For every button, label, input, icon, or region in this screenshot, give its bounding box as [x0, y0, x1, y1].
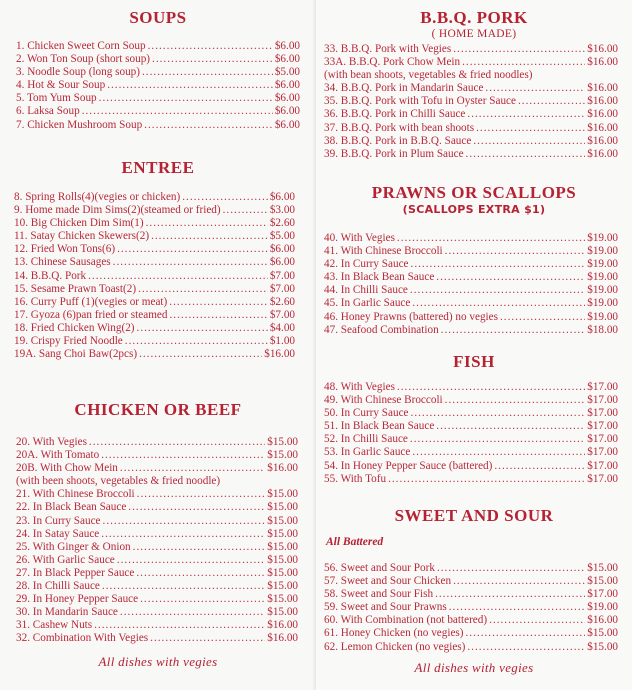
item-name: 54. In Honey Pepper Sauce (battered): [324, 459, 493, 472]
menu-item: [14, 335, 295, 348]
item-price: $4.00: [269, 321, 295, 334]
leader-dots: [485, 82, 585, 95]
item-price: $15.00: [587, 562, 618, 574]
item-price: $6.00: [274, 53, 300, 66]
item-name: 19. Crispy Fried Noodle: [14, 335, 123, 348]
item-price: $6.00: [269, 256, 295, 269]
section-title: B.B.Q. PORK: [420, 8, 528, 27]
leader-dots: [449, 601, 585, 614]
menu-item: [324, 446, 618, 459]
item-name: 46. Honey Prawns (battered) no vegies: [324, 310, 498, 323]
leader-dots: [467, 641, 585, 654]
item-name: 52. In Chilli Sauce: [324, 433, 408, 446]
item-name: 27. In Black Pepper Sauce: [16, 566, 135, 579]
item-name: 45. In Garlic Sauce: [324, 297, 411, 310]
item-price: $15.00: [267, 593, 298, 606]
section-entree: [0, 158, 316, 361]
item-name: 18. Fried Chicken Wing(2): [14, 321, 135, 334]
item-note: (with bean shoots, vegetables & fried noodles): [324, 69, 533, 82]
menu-item: [16, 541, 298, 554]
item-price: $16.00: [587, 134, 618, 147]
leader-dots: [437, 562, 585, 575]
menu-item: [324, 381, 618, 394]
leader-dots: [82, 105, 273, 118]
leader-dots: [453, 575, 585, 588]
item-name: 24. In Satay Sauce: [16, 527, 100, 540]
item-price: $1.00: [269, 335, 295, 348]
item-list: [324, 43, 618, 161]
item-price: $7.00: [269, 308, 295, 321]
item-price: $15.00: [267, 580, 298, 593]
leader-dots: [445, 394, 586, 407]
leader-dots: [223, 204, 268, 217]
leader-dots: [435, 588, 585, 601]
leader-dots: [88, 270, 268, 283]
item-price: $15.00: [267, 553, 298, 566]
leader-dots: [467, 108, 585, 121]
leader-dots: [107, 79, 273, 92]
item-list: [324, 232, 618, 337]
item-price: $7.00: [269, 282, 295, 295]
menu-item: [14, 348, 295, 361]
item-price: $5.00: [269, 230, 295, 243]
item-name: 5. Tom Yum Soup: [16, 92, 97, 105]
menu-item: [324, 627, 618, 640]
item-price: $5.00: [274, 66, 300, 79]
item-name: 35. B.B.Q. Pork with Tofu in Oyster Sauce: [324, 95, 516, 108]
item-name: 21. With Chinese Broccoli: [16, 488, 135, 501]
leader-dots: [140, 593, 265, 606]
item-name: 1. Chicken Sweet Corn Soup: [16, 40, 146, 52]
item-name: 36. B.B.Q. Pork in Chilli Sauce: [324, 108, 466, 121]
item-name: 30. In Mandarin Sauce: [16, 606, 118, 619]
leader-dots: [453, 43, 585, 56]
item-price: $17.00: [587, 407, 618, 420]
item-price: $19.00: [587, 601, 618, 614]
menu-item: [16, 462, 298, 475]
item-name: 4. Hot & Sour Soup: [16, 79, 106, 92]
leader-dots: [101, 528, 265, 541]
menu-item: [324, 460, 618, 473]
leader-dots: [136, 567, 265, 580]
leader-dots: [128, 501, 265, 514]
item-name: 19A. Sang Choi Baw(2pcs): [14, 348, 138, 361]
item-price: $16.00: [267, 462, 298, 475]
menu-item: [14, 322, 295, 335]
leader-dots: [148, 40, 273, 53]
menu-item: [16, 436, 298, 449]
menu-item: [14, 309, 295, 322]
item-name: 37. B.B.Q. Pork with bean shoots: [324, 121, 475, 134]
leader-dots: [99, 92, 273, 105]
item-name: 38. B.B.Q. Pork in B.B.Q. Sauce: [324, 134, 472, 147]
menu-item: [14, 256, 295, 269]
leader-dots: [152, 53, 273, 66]
menu-item: [324, 562, 618, 575]
menu-item: [324, 82, 618, 95]
item-price: $15.00: [587, 575, 618, 588]
leader-dots: [489, 614, 585, 627]
menu-item: [324, 271, 618, 284]
leader-dots: [410, 284, 585, 297]
leader-dots: [476, 122, 585, 135]
item-price: $15.00: [267, 514, 298, 527]
item-price: $17.00: [587, 394, 618, 407]
item-name: 11. Satay Chicken Skewers(2): [14, 230, 150, 243]
item-price: $16.00: [587, 121, 618, 134]
menu-item: [16, 606, 298, 619]
item-price: $16.00: [587, 82, 618, 95]
item-price: $16.00: [587, 614, 618, 627]
menu-item: [14, 296, 295, 309]
leader-dots: [441, 324, 586, 337]
section-soups: [0, 8, 316, 132]
item-name: 9. Home made Dim Sims(2)(steamed or fried): [14, 204, 221, 217]
item-price: $6.00: [274, 105, 300, 118]
item-name: 48. With Vegies: [324, 381, 395, 393]
item-name: 20B. With Chow Mein: [16, 462, 118, 475]
section-sweet-and-sour: [316, 506, 632, 676]
section-title: PRAWNS OR SCALLOPS: [371, 183, 577, 202]
leader-dots: [411, 258, 586, 271]
item-price: $7.00: [269, 269, 295, 282]
menu-item: [324, 588, 618, 601]
item-price: $15.00: [587, 627, 618, 640]
leader-dots: [102, 580, 265, 593]
item-price: $19.00: [587, 258, 618, 271]
leader-dots: [411, 407, 586, 420]
item-price: $6.00: [274, 40, 300, 52]
menu-item: [14, 217, 295, 230]
menu-item: [16, 567, 298, 580]
item-name: 49. With Chinese Broccoli: [324, 394, 443, 407]
leader-dots: [466, 627, 586, 640]
item-name: 43. In Black Bean Sauce: [324, 271, 435, 284]
item-price: $16.00: [264, 348, 295, 361]
item-price: $6.00: [269, 191, 295, 203]
item-price: $19.00: [587, 271, 618, 284]
leader-dots: [120, 606, 265, 619]
item-name: 60. With Combination (not battered): [324, 614, 488, 627]
leader-dots: [103, 515, 266, 528]
leader-dots: [151, 230, 268, 243]
item-price: $17.00: [587, 433, 618, 446]
section-prawns-or-scallops: [316, 183, 632, 337]
item-price: $16.00: [587, 95, 618, 108]
menu-item: [16, 40, 300, 53]
menu-item: [16, 632, 298, 645]
leader-dots: [101, 449, 265, 462]
menu-item: [324, 122, 618, 135]
item-name: 53. In Garlic Sauce: [324, 446, 411, 459]
item-name: 56. Sweet and Sour Pork: [324, 562, 435, 574]
menu-item: [16, 66, 300, 79]
section-title: CHICKEN OR BEEF: [74, 400, 242, 419]
item-name: 6. Laksa Soup: [16, 105, 80, 118]
menu-item: [16, 580, 298, 593]
item-name: 20. With Vegies: [16, 436, 87, 448]
menu-item: [324, 394, 618, 407]
item-name: 55. With Tofu: [324, 472, 387, 485]
item-name: 2. Won Ton Soup (short soup): [16, 53, 151, 66]
menu-item: [14, 243, 295, 256]
leader-dots: [150, 632, 265, 645]
item-price: $6.00: [274, 79, 300, 92]
item-name: 31. Cashew Nuts: [16, 619, 93, 632]
leader-dots: [397, 232, 585, 245]
menu-item: [14, 230, 295, 243]
leader-dots: [182, 191, 268, 204]
leader-dots: [397, 381, 585, 394]
menu-item: [324, 135, 618, 148]
item-name: 50. In Curry Sauce: [324, 407, 409, 420]
leader-dots: [412, 297, 585, 310]
menu-item: [16, 515, 298, 528]
item-price: $17.00: [587, 381, 618, 393]
item-name: 33A. B.B.Q. Pork Chow Mein: [324, 56, 461, 69]
leader-dots: [500, 311, 585, 324]
item-price: $16.00: [267, 632, 298, 645]
item-price: $19.00: [587, 297, 618, 310]
item-price: $17.00: [587, 420, 618, 433]
item-name: 22. In Black Bean Sauce: [16, 501, 127, 514]
menu-item: [324, 258, 618, 271]
menu-item: [16, 593, 298, 606]
leader-dots: [494, 460, 585, 473]
item-name: 12. Fried Won Tons(6): [14, 243, 116, 256]
item-price: $17.00: [587, 588, 618, 601]
menu-item: [324, 232, 618, 245]
menu-page-right: [316, 0, 632, 690]
item-list: [324, 562, 618, 654]
item-price: $2.60: [269, 295, 295, 308]
leader-dots: [133, 541, 266, 554]
menu-item: [324, 95, 618, 108]
item-price: $15.00: [267, 540, 298, 553]
menu-item: [324, 311, 618, 324]
leader-dots: [436, 420, 585, 433]
item-name: 40. With Vegies: [324, 232, 395, 244]
menu-item: [16, 619, 298, 632]
item-name: 34. B.B.Q. Pork in Mandarin Sauce: [324, 82, 484, 95]
item-list: [324, 381, 618, 486]
item-name: 28. In Chilli Sauce: [16, 580, 100, 593]
menu-item: [324, 245, 618, 258]
item-price: $17.00: [587, 459, 618, 472]
item-price: $15.00: [587, 640, 618, 653]
item-name: 8. Spring Rolls(4)(vegies or chicken): [14, 191, 181, 203]
leader-dots: [137, 322, 268, 335]
leader-dots: [125, 335, 268, 348]
footer-note: All dishes with vegies: [414, 659, 534, 675]
item-name: 13. Chinese Sausages: [14, 256, 111, 269]
footer-note: All dishes with vegies: [98, 653, 218, 669]
leader-dots: [436, 271, 585, 284]
item-price: $6.00: [274, 92, 300, 105]
item-price: $16.00: [587, 56, 618, 69]
menu-item: [324, 641, 618, 654]
item-name: 16. Curry Puff (1)(vegies or meat): [14, 295, 168, 308]
leader-dots: [139, 348, 262, 361]
menu-item: [324, 601, 618, 614]
section-subtitle: (SCALLOPS EXTRA $1): [402, 203, 546, 216]
item-name: 29. In Honey Pepper Sauce: [16, 593, 139, 606]
menu-item: [16, 105, 300, 118]
menu-item: [16, 501, 298, 514]
menu-item: [16, 53, 300, 66]
item-name: 3. Noodle Soup (long soup): [16, 66, 140, 79]
item-price: $15.00: [267, 566, 298, 579]
menu-item: [324, 324, 618, 337]
leader-dots: [138, 283, 268, 296]
leader-dots: [169, 309, 267, 322]
item-name: 47. Seafood Combination: [324, 323, 439, 336]
leader-dots: [113, 256, 268, 269]
menu-item: [324, 433, 618, 446]
section-title: FISH: [453, 352, 495, 371]
menu-item: [324, 43, 618, 56]
section-bbq-pork: [316, 8, 632, 161]
leader-dots: [462, 56, 585, 69]
leader-dots: [473, 135, 585, 148]
item-list: [16, 40, 300, 132]
item-name: 15. Sesame Prawn Toast(2): [14, 282, 137, 295]
menu-item: [14, 204, 295, 217]
menu-item: [324, 575, 618, 588]
item-name: 23. In Curry Sauce: [16, 514, 101, 527]
menu-item: [14, 270, 295, 283]
item-list: [16, 436, 298, 646]
leader-dots: [169, 296, 268, 309]
leader-dots: [117, 554, 265, 567]
item-name: 39. B.B.Q. Pork in Plum Sauce: [324, 147, 464, 160]
item-list: [14, 191, 295, 361]
item-price: $2.60: [269, 217, 295, 230]
item-price: $18.00: [587, 323, 618, 336]
item-name: 26. With Garlic Sauce: [16, 553, 115, 566]
leader-dots: [518, 95, 585, 108]
item-price: $3.00: [269, 204, 295, 217]
item-price: $15.00: [267, 436, 298, 448]
item-price: $15.00: [267, 501, 298, 514]
menu-item: [324, 473, 618, 486]
menu-item: [324, 284, 618, 297]
leader-dots: [94, 619, 265, 632]
section-subtitle: ( HOME MADE): [431, 28, 517, 40]
menu-item: [324, 297, 618, 310]
menu-item: [16, 554, 298, 567]
menu-item: [324, 148, 618, 161]
menu-item: [14, 191, 295, 204]
leader-dots: [445, 245, 586, 258]
item-name: 57. Sweet and Sour Chicken: [324, 575, 452, 588]
menu-item: [16, 449, 298, 462]
item-price: $17.00: [587, 472, 618, 485]
section-title: ENTREE: [121, 158, 195, 177]
item-name: 42. In Curry Sauce: [324, 258, 409, 271]
section-tag: All Battered: [326, 536, 384, 548]
menu-item: [14, 283, 295, 296]
leader-dots: [388, 473, 585, 486]
item-name: 44. In Chilli Sauce: [324, 284, 408, 297]
menu-item: [16, 488, 298, 501]
item-price: $6.00: [274, 118, 300, 131]
item-note: (with been shoots, vegetables & fried noodle): [16, 475, 221, 488]
section-title: SWEET AND SOUR: [394, 506, 554, 525]
item-name: 32. Combination With Vegies: [16, 632, 149, 645]
menu-item: [324, 108, 618, 121]
item-name: 14. B.B.Q. Pork: [14, 269, 87, 282]
leader-dots: [117, 243, 268, 256]
leader-dots: [466, 148, 586, 161]
item-price: $16.00: [587, 108, 618, 121]
item-name: 10. Big Chicken Dim Sim(1): [14, 217, 144, 230]
leader-dots: [412, 446, 585, 459]
leader-dots: [144, 119, 273, 132]
item-price: $15.00: [267, 488, 298, 501]
leader-dots: [410, 433, 585, 446]
section-title: SOUPS: [129, 8, 187, 27]
item-name: 25. With Ginger & Onion: [16, 540, 131, 553]
section-fish: [316, 352, 632, 486]
menu-item: [16, 92, 300, 105]
leader-dots: [146, 217, 268, 230]
item-name: 61. Honey Chicken (no vegies): [324, 627, 464, 640]
item-name: 51. In Black Bean Sauce: [324, 420, 435, 433]
menu-item: [324, 614, 618, 627]
item-price: $17.00: [587, 446, 618, 459]
item-price: $19.00: [587, 232, 618, 244]
item-name: 20A. With Tomato: [16, 449, 100, 462]
item-name: 17. Gyoza (6)pan fried or steamed: [14, 308, 168, 321]
item-price: $16.00: [267, 619, 298, 632]
item-price: $15.00: [267, 527, 298, 540]
item-name: 33. B.B.Q. Pork with Vegies: [324, 43, 452, 55]
item-name: 62. Lemon Chicken (no vegies): [324, 640, 466, 653]
menu-item: [16, 119, 300, 132]
item-price: $6.00: [269, 243, 295, 256]
leader-dots: [137, 488, 266, 501]
menu-item: [324, 56, 618, 69]
menu-item: [324, 420, 618, 433]
item-price: $15.00: [267, 606, 298, 619]
item-price: $15.00: [267, 449, 298, 462]
item-price: $19.00: [587, 284, 618, 297]
item-price: $16.00: [587, 147, 618, 160]
section-chicken-or-beef: [0, 400, 316, 670]
menu-item: [16, 528, 298, 541]
item-price: $19.00: [587, 245, 618, 258]
leader-dots: [120, 462, 265, 475]
menu-item: [324, 407, 618, 420]
leader-dots: [89, 436, 265, 449]
item-name: 7. Chicken Mushroom Soup: [16, 118, 143, 131]
leader-dots: [142, 66, 273, 79]
item-price: $16.00: [587, 43, 618, 55]
menu-item: [16, 79, 300, 92]
item-price: $19.00: [587, 310, 618, 323]
item-name: 58. Sweet and Sour Fish: [324, 588, 434, 601]
item-name: 41. With Chinese Broccoli: [324, 245, 443, 258]
item-name: 59. Sweet and Sour Prawns: [324, 601, 447, 614]
